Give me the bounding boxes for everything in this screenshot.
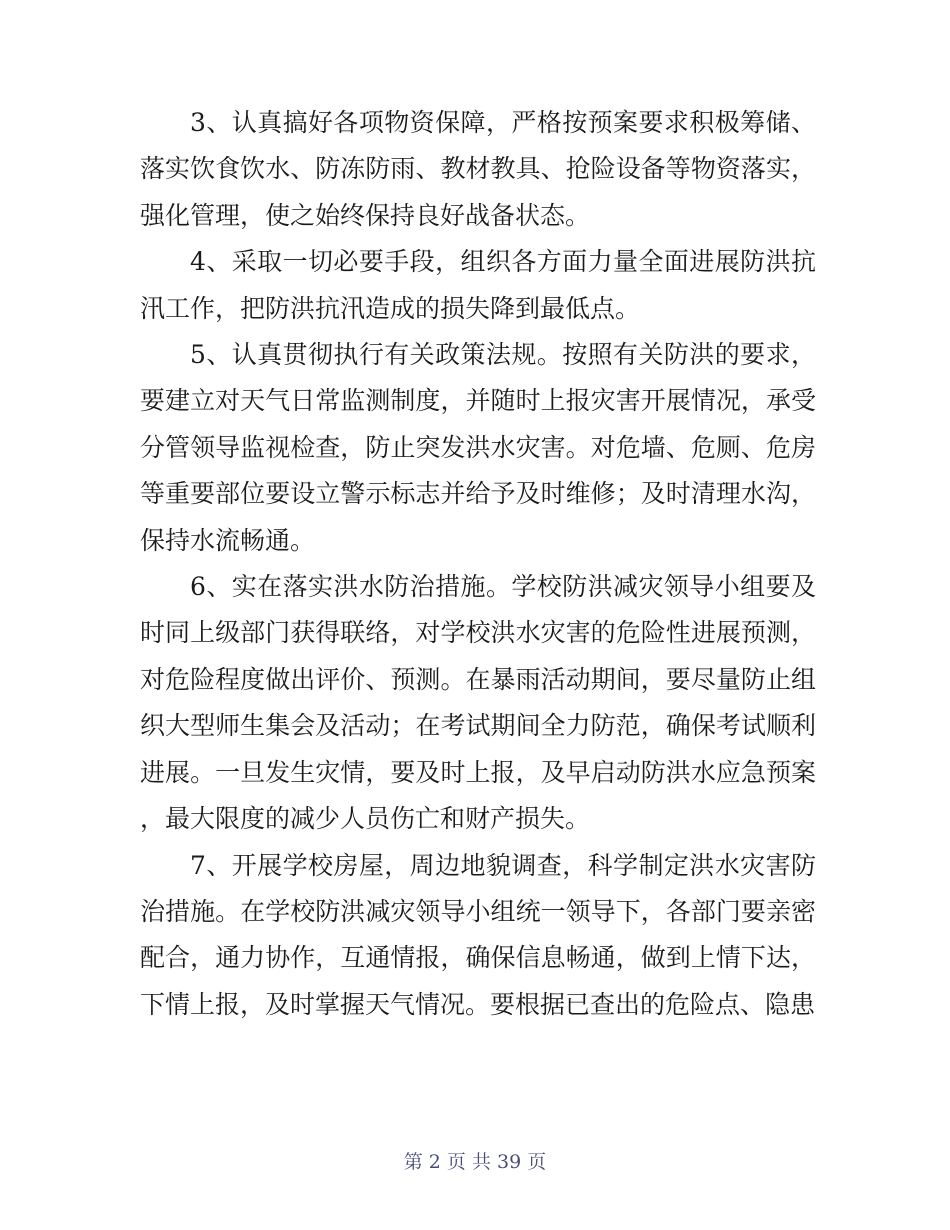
paragraph-item-7: 7、开展学校房屋，周边地貌调查，科学制定洪水灾害防治措施。在学校防洪减灾领导小组统一领导下，各部门要亲密配合，通力协作，互通情报，确保信息畅通，做到上情下达，下情上报，及时掌握天气情况。要根据已查出的危险点、隐患 — [140, 850, 816, 1019]
paragraph-item-6: 6、实在落实洪水防治措施。学校防洪减灾领导小组要及时同上级部门获得联络，对学校洪水灾害的危险性进展预测，对危险程度做出评价、预测。在暴雨活动期间，要尽量防止组织大型师生集会及活动；在考试期间全力防范，确保考试顺利进展。一旦发生灾情，要及时上报，及早启动防洪水应急预案，最大限度的减少人员伤亡和财产损失。 — [140, 572, 816, 834]
paragraph-item-4: 4、采取一切必要手段，组织各方面力量全面进展防洪抗汛工作，把防洪抗汛造成的损失降到最低点。 — [140, 247, 816, 323]
paragraph-item-5: 5、认真贯彻执行有关政策法规。按照有关防洪的要求，要建立对天气日常监测制度，并随时上报灾害开展情况，承受分管领导监视检查，防止突发洪水灾害。对危墙、危厕、危房等重要部位要设立警示标志并给予及时维修；及时清理水沟，保持水流畅通。 — [140, 340, 816, 555]
page-body — [140, 100, 816, 1028]
paragraph-item-3: 3、认真搞好各项物资保障，严格按预案要求积极筹储、落实饮食饮水、防冻防雨、教材教具、抢险设备等物资落实，强化管理，使之始终保持良好战备状态。 — [140, 108, 816, 230]
page-number-footer: 第 2 页 共 39 页 — [403, 1151, 547, 1173]
